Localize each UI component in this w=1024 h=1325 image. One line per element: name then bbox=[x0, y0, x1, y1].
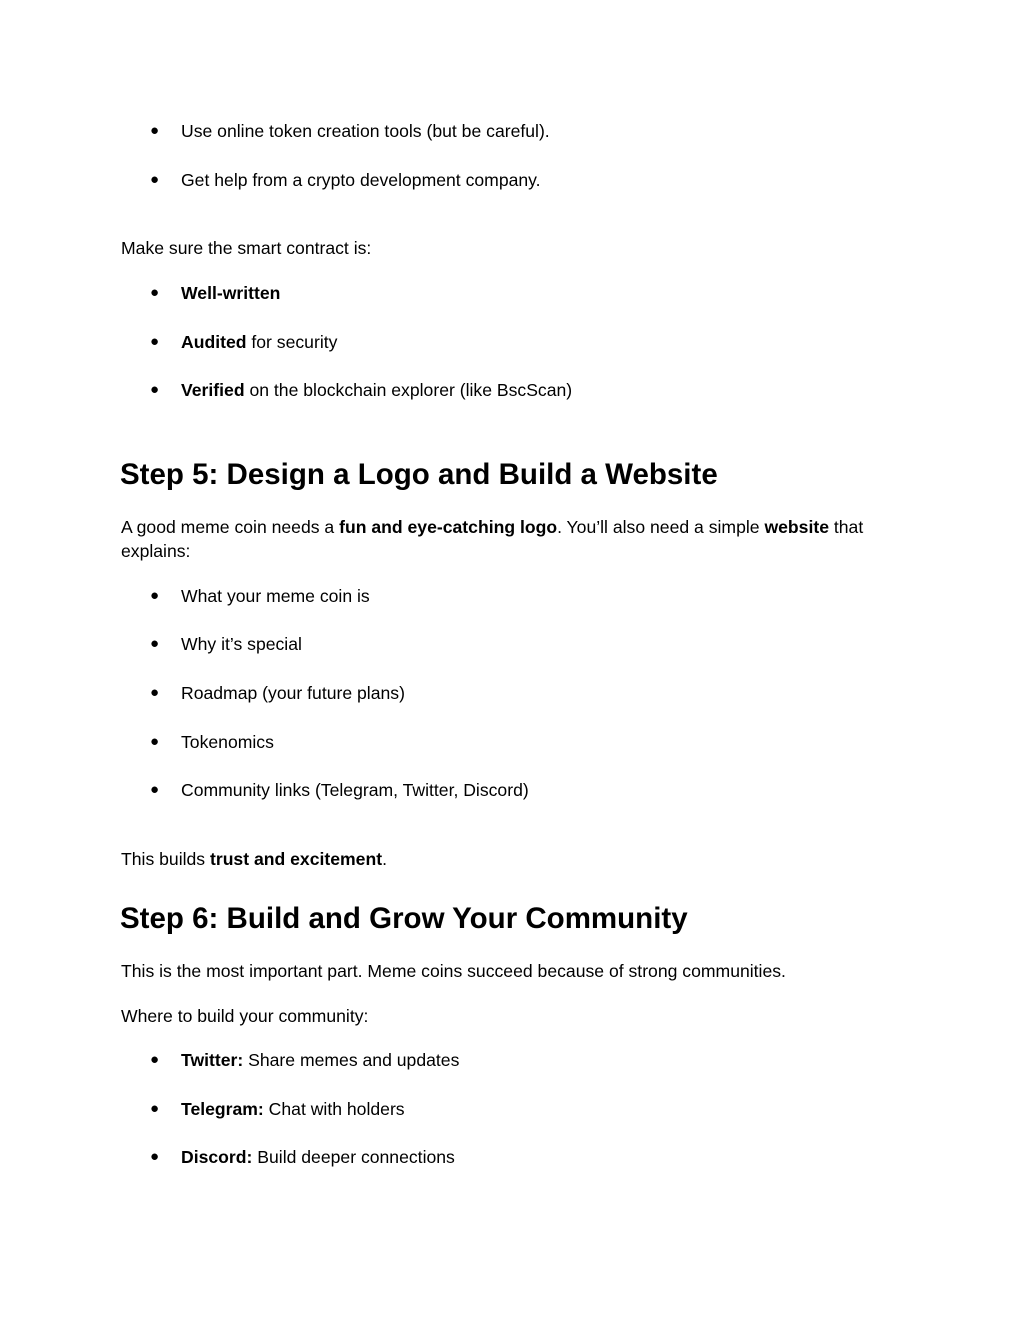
item-bold: Twitter: bbox=[181, 1050, 244, 1070]
list-item bbox=[181, 1145, 455, 1169]
text-run: This builds bbox=[121, 849, 210, 869]
bullet-marker: ● bbox=[150, 781, 160, 798]
list-item: What your meme coin is bbox=[181, 586, 370, 606]
item-rest: on the blockchain explorer (like BscScan) bbox=[244, 380, 573, 400]
contract-intro: Make sure the smart contract is: bbox=[121, 238, 372, 258]
bullet-marker: ● bbox=[150, 733, 160, 750]
bullet-marker: ● bbox=[150, 587, 160, 604]
bullet-marker: ● bbox=[150, 284, 160, 301]
step5-closing bbox=[121, 847, 387, 871]
text-run: that bbox=[829, 517, 864, 537]
bullet-marker: ● bbox=[150, 381, 160, 398]
bullet-marker: ● bbox=[150, 635, 160, 652]
list-item bbox=[181, 1097, 405, 1121]
text-run-bold: fun and eye-catching logo bbox=[339, 517, 558, 537]
bullet-marker: ● bbox=[150, 171, 160, 188]
item-bold: Discord: bbox=[181, 1147, 253, 1167]
bullet-marker: ● bbox=[150, 122, 160, 139]
step6-heading: Step 6: Build and Grow Your Community bbox=[120, 902, 688, 935]
item-rest: Build deeper connections bbox=[252, 1147, 455, 1167]
bullet-marker: ● bbox=[150, 333, 160, 350]
list-item: Use online token creation tools (but be careful). bbox=[181, 121, 550, 141]
step5-paragraph-line1 bbox=[121, 515, 863, 539]
item-rest: for security bbox=[246, 332, 338, 352]
bullet-marker: ● bbox=[150, 684, 160, 701]
item-rest: Share memes and updates bbox=[243, 1050, 460, 1070]
list-item: Roadmap (your future plans) bbox=[181, 683, 405, 703]
text-run: . You’ll also need a simple bbox=[557, 517, 765, 537]
text-run: A good meme coin needs a bbox=[121, 517, 340, 537]
list-item: Get help from a crypto development company. bbox=[181, 170, 541, 190]
text-run-bold: website bbox=[764, 517, 829, 537]
list-item bbox=[181, 281, 280, 305]
text-run-bold: trust and excitement bbox=[209, 849, 383, 869]
bullet-marker: ● bbox=[150, 1148, 160, 1165]
list-item: Tokenomics bbox=[181, 732, 274, 752]
item-bold: Telegram: bbox=[181, 1099, 264, 1119]
bullet-marker: ● bbox=[150, 1100, 160, 1117]
list-item bbox=[181, 330, 337, 354]
item-bold: Audited bbox=[181, 332, 247, 352]
step6-paragraph: This is the most important part. Meme coins succeed because of strong communities. bbox=[121, 961, 786, 981]
step5-paragraph-line2: explains: bbox=[121, 541, 191, 561]
list-item: Why it’s special bbox=[181, 634, 302, 654]
item-bold: Verified bbox=[181, 380, 245, 400]
list-item: Community links (Telegram, Twitter, Discord) bbox=[181, 780, 529, 800]
list-item bbox=[181, 1048, 459, 1072]
step5-heading: Step 5: Design a Logo and Build a Website bbox=[120, 458, 718, 491]
item-bold: Well-written bbox=[181, 283, 281, 303]
list-item bbox=[181, 378, 572, 402]
item-rest: Chat with holders bbox=[263, 1099, 405, 1119]
text-run: . bbox=[382, 849, 387, 869]
bullet-marker: ● bbox=[150, 1051, 160, 1068]
step6-intro: Where to build your community: bbox=[121, 1006, 369, 1026]
